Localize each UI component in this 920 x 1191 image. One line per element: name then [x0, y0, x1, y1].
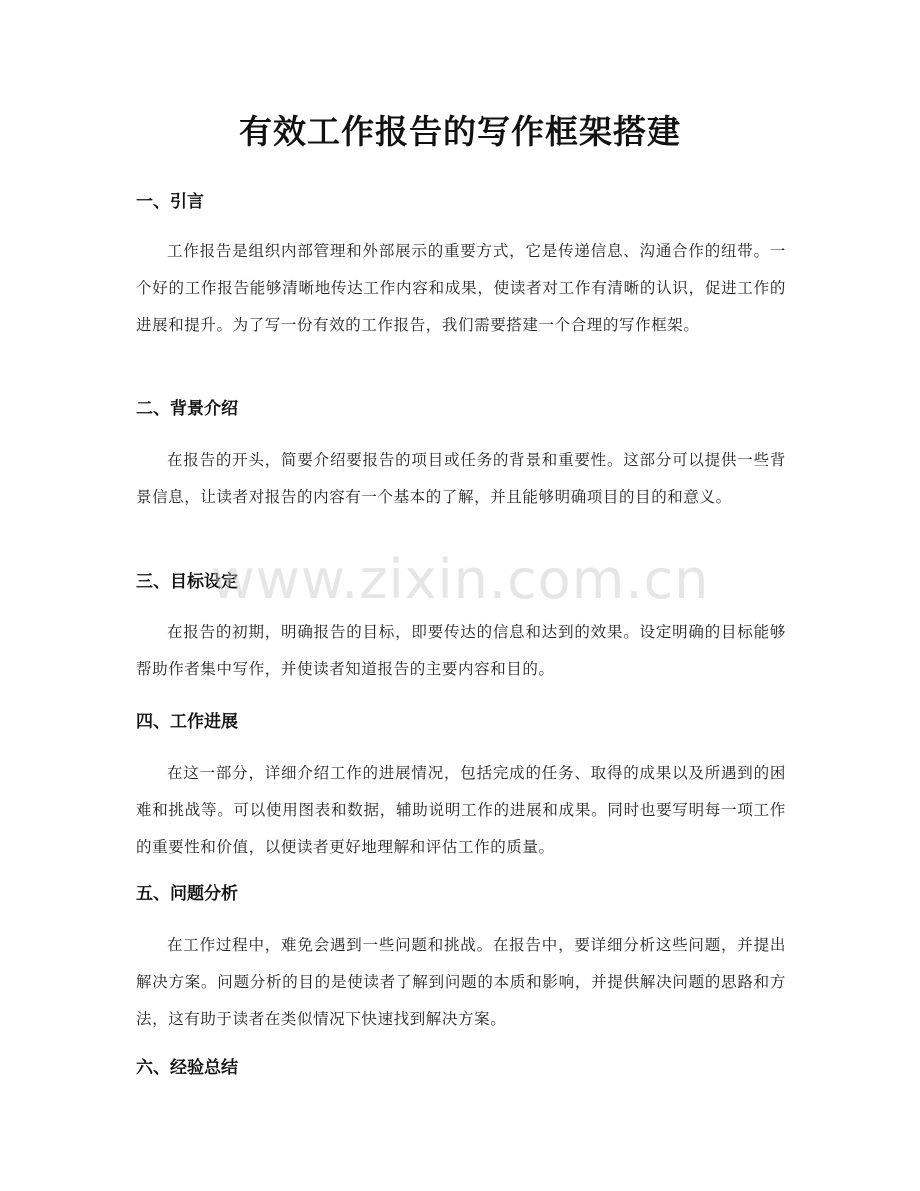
section-body-progress: 在这一部分，详细介绍工作的进展情况，包括完成的任务、取得的成果以及所遇到的困难和挑战等。可以使用图表和数据，辅助说明工作的进展和成果。同时也要写明每一项工作的重要性和价值，以便读者更好地理解和评估工作的质量。 — [136, 764, 786, 856]
section-heading-goals: 三、目标设定 — [136, 572, 238, 592]
document-title: 有效工作报告的写作框架搭建 — [239, 112, 681, 151]
section-heading-background: 二、背景介绍 — [136, 399, 238, 419]
section-heading-problem-analysis: 五、问题分析 — [136, 884, 238, 904]
section-body-background: 在报告的开头，简要介绍要报告的项目或任务的背景和重要性。这部分可以提供一些背景信息，让读者对报告的内容有一个基本的了解，并且能够明确项目的目的和意义。 — [136, 451, 786, 506]
section-heading-progress: 四、工作进展 — [136, 712, 238, 732]
section-body-problem-analysis: 在工作过程中，难免会遇到一些问题和挑战。在报告中，要详细分析这些问题，并提出解决方案。问题分析的目的是使读者了解到问题的本质和影响，并提供解决问题的思路和方法，这有助于读者在类似情况下快速找到解决方案。 — [136, 936, 786, 1028]
section-body-introduction: 工作报告是组织内部管理和外部展示的重要方式，它是传递信息、沟通合作的纽带。一个好的工作报告能够清晰地传达工作内容和成果，使读者对工作有清晰的认识，促进工作的进展和提升。为了写一份有效的工作报告，我们需要搭建一个合理的写作框架。 — [136, 242, 786, 334]
watermark-text: www.zixin.com.cn — [210, 548, 710, 611]
section-heading-introduction: 一、引言 — [136, 192, 204, 212]
section-heading-experience-summary: 六、经验总结 — [136, 1058, 238, 1078]
section-body-goals: 在报告的初期，明确报告的目标，即要传达的信息和达到的效果。设定明确的目标能够帮助作者集中写作，并使读者知道报告的主要内容和目的。 — [136, 623, 786, 678]
